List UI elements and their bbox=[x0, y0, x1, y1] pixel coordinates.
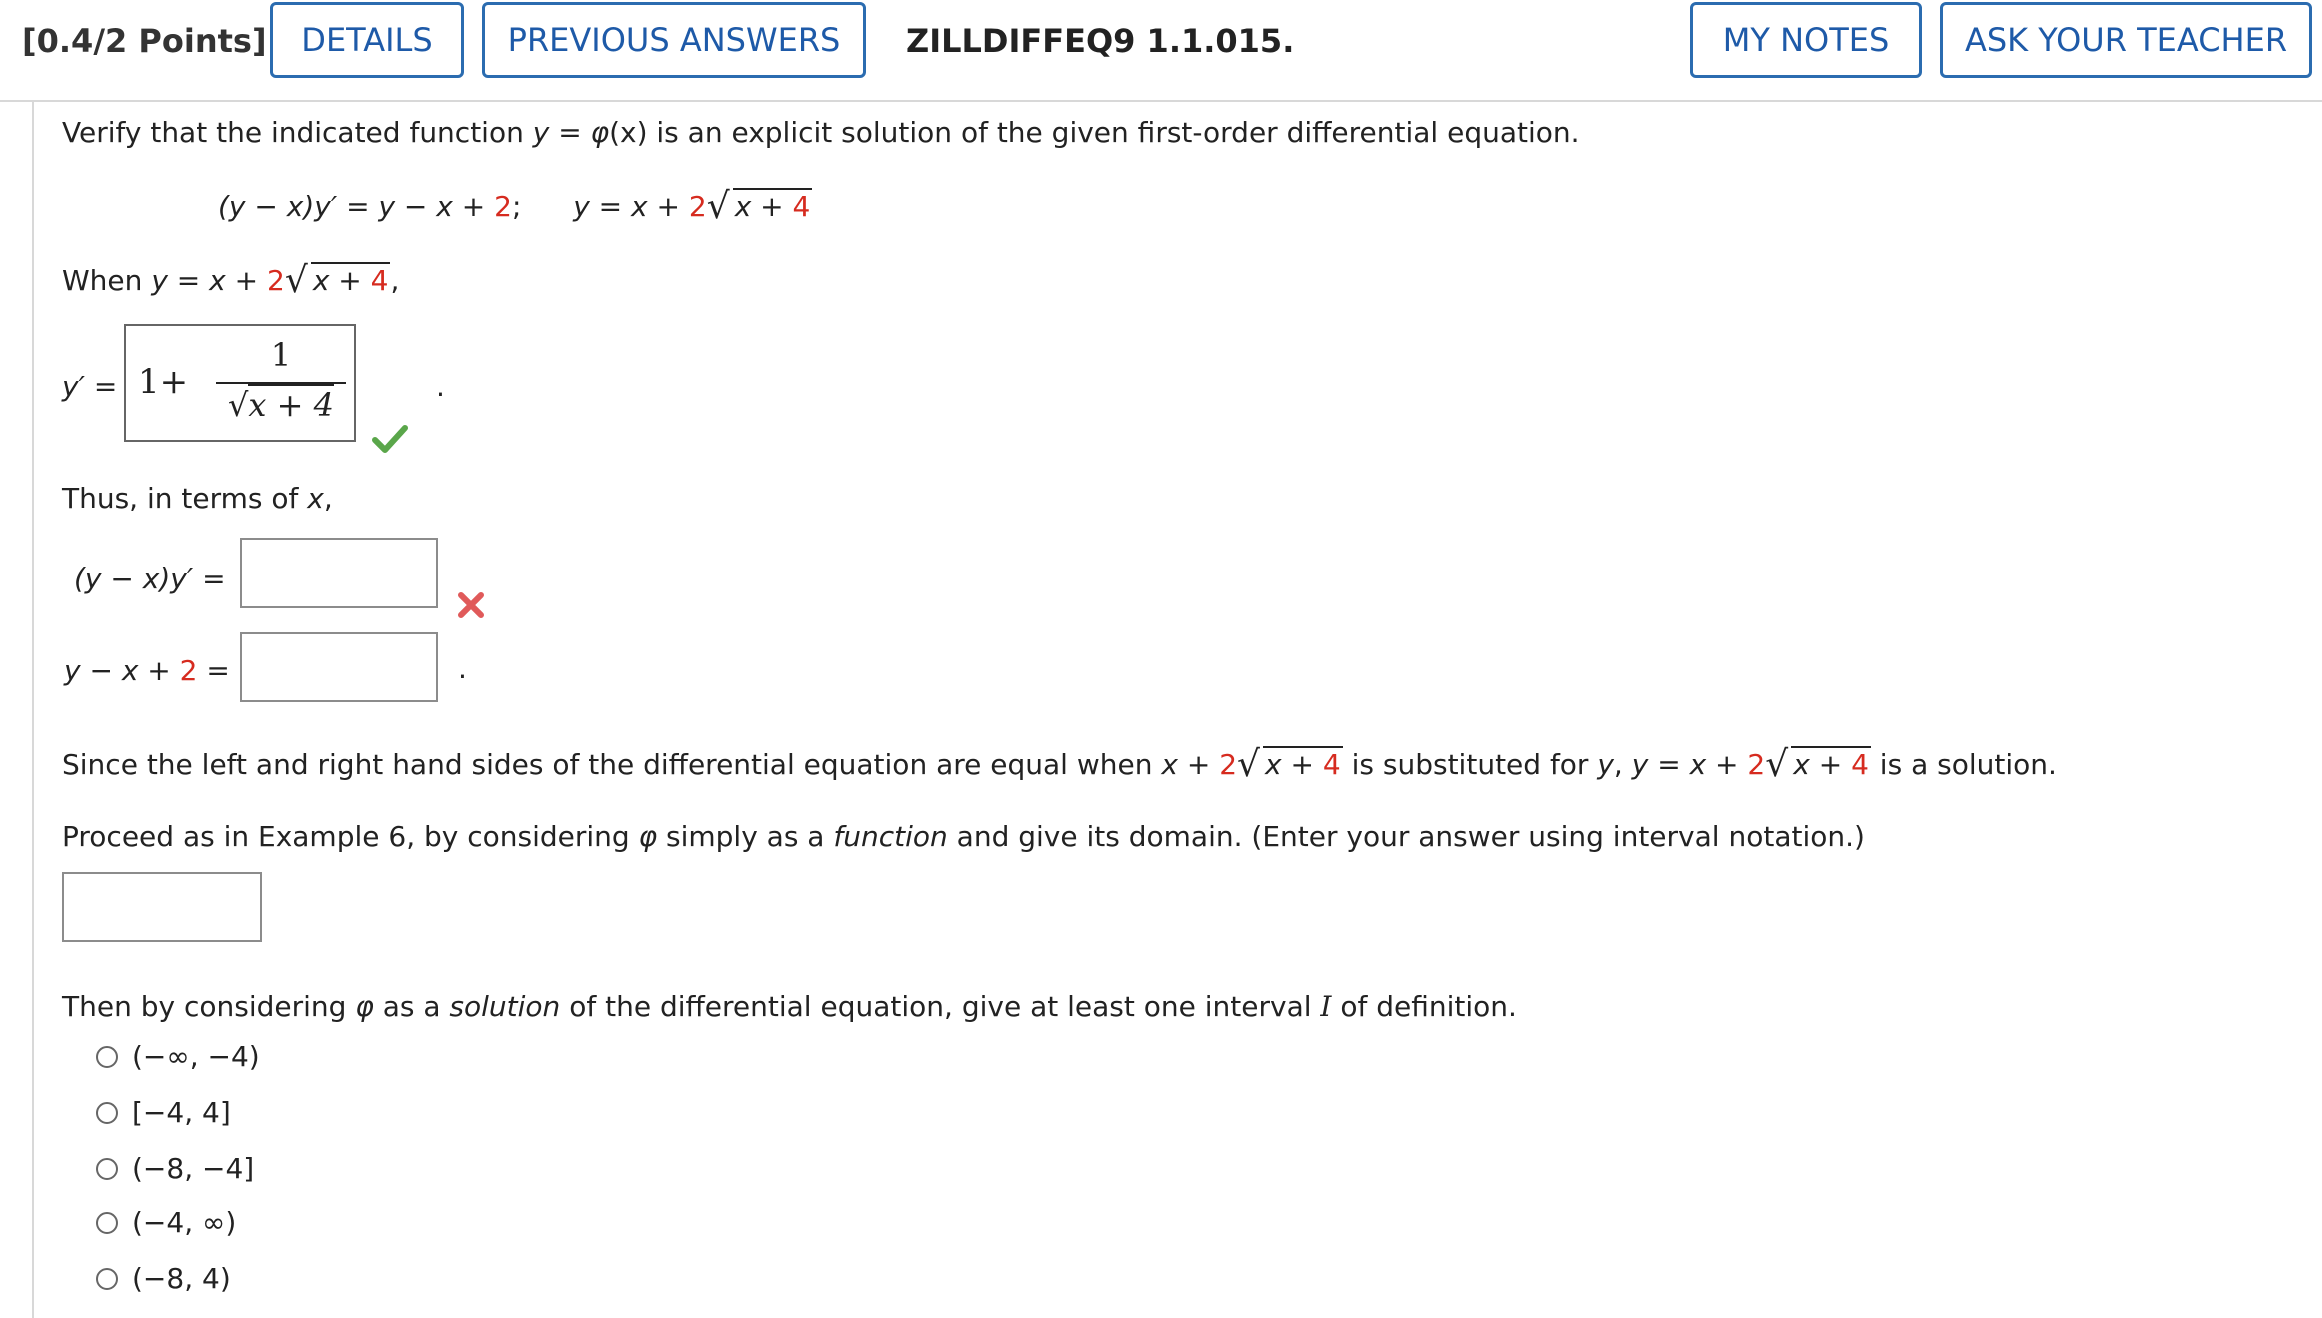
lhs-label: (y − x)y′ = bbox=[74, 562, 226, 595]
left-rule bbox=[32, 100, 34, 1318]
details-button[interactable]: DETAILS bbox=[270, 2, 464, 78]
rhs-answer-input[interactable] bbox=[240, 632, 438, 702]
radio-button[interactable] bbox=[96, 1212, 118, 1234]
thus-text: Thus, in terms of x, bbox=[62, 482, 333, 515]
option-4[interactable]: (−4, ∞) bbox=[96, 1206, 236, 1239]
rhs-label: y − x + 2 = bbox=[64, 654, 230, 687]
yprime-answer-term: 1+ bbox=[138, 362, 189, 402]
then-text: Then by considering φ as a solution of the differential equation, give at least one interval I of definition. bbox=[62, 990, 1517, 1023]
question-header bbox=[0, 0, 2322, 102]
differential-equation: (y − x)y′ = y − x + 2; y = x + 2 √ x + 4 bbox=[218, 186, 811, 227]
intro-text: Verify that the indicated function y = φ(x) is an explicit solution of the given first-order differential equation. bbox=[62, 116, 1580, 149]
wrong-x-icon bbox=[456, 590, 486, 620]
domain-answer-input[interactable] bbox=[62, 872, 262, 942]
proceed-text: Proceed as in Example 6, by considering φ simply as a function and give its domain. (Enter your answer using interval notation.) bbox=[62, 820, 1865, 853]
my-notes-button[interactable]: MY NOTES bbox=[1690, 2, 1922, 78]
yprime-answer-fraction: 1 √x + 4 bbox=[216, 336, 346, 424]
since-text: Since the left and right hand sides of the differential equation are equal when x + 2 √ x + 4 is substituted for y, y = x + 2 √ x + 4 is a solution. bbox=[62, 744, 2057, 785]
yprime-label: y′ = bbox=[62, 370, 118, 403]
period-2: . bbox=[458, 652, 467, 685]
radio-button[interactable] bbox=[96, 1046, 118, 1068]
check-icon bbox=[372, 424, 408, 454]
option-1[interactable]: (−∞, −4) bbox=[96, 1040, 260, 1073]
radio-button[interactable] bbox=[96, 1268, 118, 1290]
radio-button[interactable] bbox=[96, 1102, 118, 1124]
previous-answers-button[interactable]: PREVIOUS ANSWERS bbox=[482, 2, 866, 78]
ask-teacher-button[interactable]: ASK YOUR TEACHER bbox=[1940, 2, 2312, 78]
points-label: [0.4/2 Points] bbox=[22, 22, 267, 60]
question-id: ZILLDIFFEQ9 1.1.015. bbox=[906, 22, 1295, 60]
lhs-answer-input[interactable] bbox=[240, 538, 438, 608]
when-line: When y = x + 2 √ x + 4, bbox=[62, 260, 400, 301]
option-3[interactable]: (−8, −4] bbox=[96, 1152, 254, 1185]
option-2[interactable]: [−4, 4] bbox=[96, 1096, 231, 1129]
option-5[interactable]: (−8, 4) bbox=[96, 1262, 231, 1295]
period-1: . bbox=[436, 370, 445, 403]
yprime-answer-box[interactable] bbox=[124, 324, 356, 442]
radio-button[interactable] bbox=[96, 1158, 118, 1180]
